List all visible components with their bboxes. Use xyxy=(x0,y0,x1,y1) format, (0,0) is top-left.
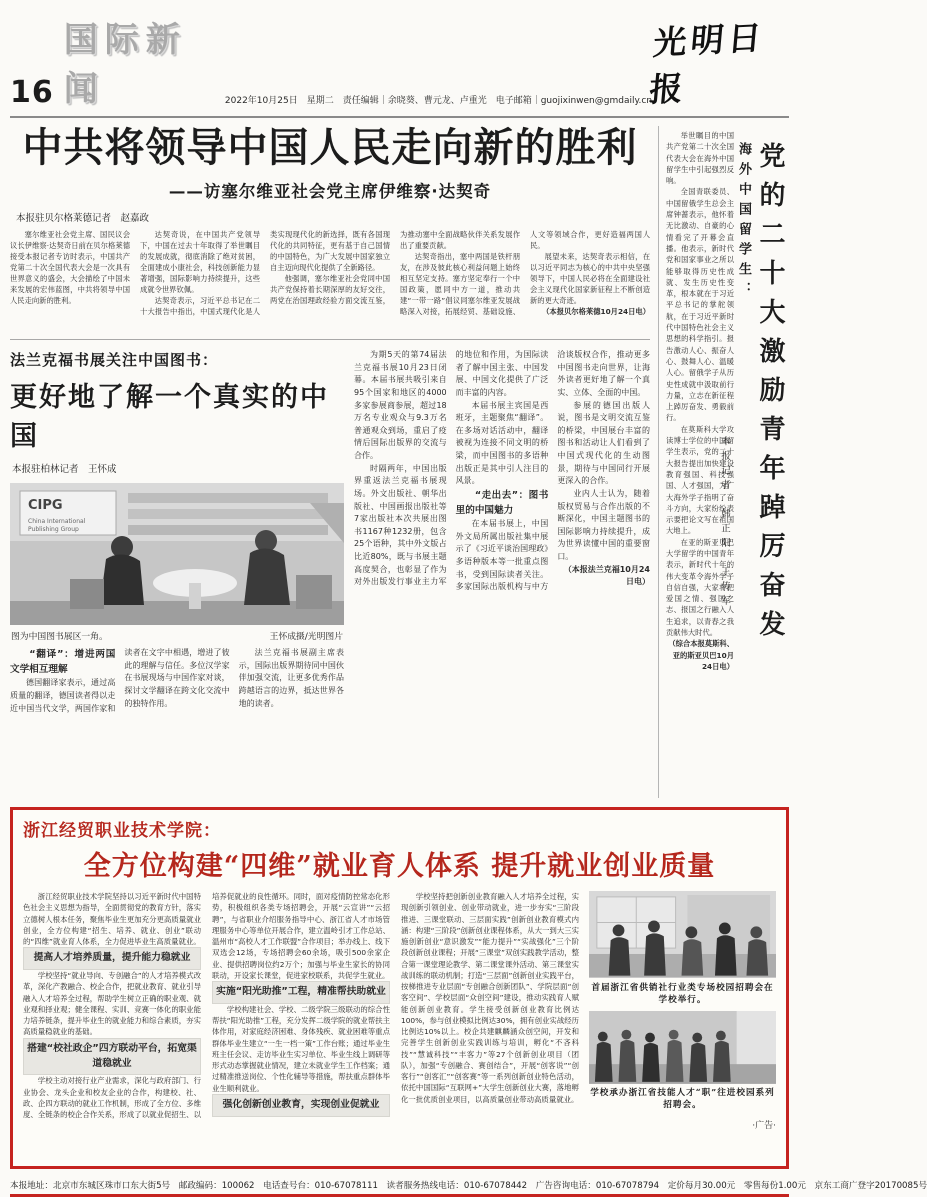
ad-paragraph: 学校坚持把创新创业教育融入人才培养全过程，实现创新引领创业、创业带动就业，进一步夯实“三阶段推进、三课堂联动、三层面实践”创新创业教育模式内涵：构建“三阶段”创新创业课程体系，从大一到大三实施创新创业“意识激发”“能力提升”“实战强化”三个阶段创新创业课程；开展“三课堂”双创实践教学活动，整合第一课堂理论教学、第二课堂课外活动、第三课堂实战训练的联动机制；打造“三层面”创新创业实践平台，按梯推进专业层面“专创融合创新团队”、学院层面“创客空间”、学校层面“众创空间”建设，推动实践育人赋能创新创业教育。学生接受创新创业教育比例达100%，参与创业模拟比例达30%，拥有创业实战经历比例达10%以上。校企共建麒麟涵众创空间，开发和完善学生创新创业实践训练与培训，孵化“不吝科技”“慧诚科技”“丰客力”等27个创新创业项目（团队），加强“专创融合、赛创结合”，开展“创客说”“创客行”“创客汇”“创客赛”等一系列创新创业特色活动，依托中国国际“互联网+”大学生创新创业大赛，落地孵化一批优质创业项目，以高质量创业带动高质量就业。 xyxy=(401,892,579,1104)
section-title: 国际新闻 xyxy=(63,20,187,109)
sidebar-paragraph: 在亚的斯亚贝巴大学留学的中国青年表示，新时代十年的伟大变革令海外学子自信自强，大家将把爱国之情、强国之志、报国之行融入人生追求，以青春之我贡献伟大时代。 xyxy=(666,537,734,638)
ad-photo-campus-recruit xyxy=(589,1011,776,1084)
sidebar-end-dateline: （综合本报莫斯科、亚的斯亚贝巴10月24日电） xyxy=(668,639,734,671)
ad-heading-innovation: 强化创新创业教育，实现创业促就业 xyxy=(212,1094,390,1117)
ad-intro-paragraph: 浙江经贸职业技术学院坚持以习近平新时代中国特色社会主义思想为指导，全面贯彻党的教育方针，落实立德树人根本任务，聚焦毕业生更加充分更高质量就业创业，全方位构建“招生、培养、就业、创业”联动的“四维”就业育人体系，全力促进毕业生高质量就业。 xyxy=(23,892,201,946)
ad-photos-column xyxy=(589,891,776,1163)
sidebar-article xyxy=(658,126,789,798)
book-paragraph: 为期5天的第74届法兰克福书展10月23日闭幕。本届书展共吸引来自95个国家和地区的4000多家参展商参展，超过18万名专业观众与9.3万名普通观众到场，重启了疫情后国际出版界的交流与合作。 xyxy=(354,350,447,460)
lead-paragraph: 他强调，塞尔维亚社会党同中国共产党保持着长期深厚的友好交往，两党在治国理政经验方面交流互鉴，为推动塞中全面战略伙伴关系发展作出了重要贡献。 xyxy=(270,230,520,305)
ad-photo-caption-2: 学校承办浙江省技能人才“职”往进校园系列招聘会。 xyxy=(590,1088,775,1111)
sidebar-paragraph: 在莫斯科大学攻读博士学位的中国留学生表示，党的二十大报告提出加快建设教育强国、科技强国、人才强国，为广大海外学子指明了奋斗方向，大家纷纷表示要把论文写在祖国大地上。 xyxy=(666,424,734,536)
book-subhead-goglobal: “走出去”：图书里的中国魅力 xyxy=(455,489,549,517)
lead-byline: 本报驻贝尔格莱德记者 赵嘉政 xyxy=(16,213,150,224)
book-paragraph: 法兰克福书展副主席表示，国际出版界期待同中国伙伴加强交流，让更多优秀作品跨越语言的边界，抵达世界各地的读者。 xyxy=(238,648,344,708)
photo-credit: 王怀成摄/光明图片 xyxy=(269,632,343,642)
book-paragraph: 德国翻译家表示，通过高质量的翻译，德国读者得以走近中国当代文学，两国作家和读者在文字中相遇，增进了彼此的理解与信任。多位汉学家在书展现场与中国作家对谈，探讨文学翻译在跨文化交流中的独特作用。 xyxy=(10,648,230,713)
lead-paragraph: 达契奇表示，习近平总书记在二十大报告中指出，中国式现代化是人类实现现代化的新选择，既有各国现代化的共同特征，更有基于自己国情的中国特色，为广大发展中国家独立自主迈向现代化提供了全新路径。 xyxy=(140,230,390,316)
lead-paragraph: 达契奇指出，塞中两国是铁杆朋友，在涉及彼此核心利益问题上始终相互坚定支持。塞方坚定奉行一个中国政策，愿同中方一道，推动共建“一带一路”倡议同塞尔维亚发展战略深入对接，拓展经贸、基础设施、人文等领域合作，更好造福两国人民。 xyxy=(400,230,650,316)
ad-headline: 全方位构建“四维”就业育人体系 提升就业创业质量 xyxy=(83,851,716,882)
ad-paragraph: 学校构建社会、学校、二级学院三级联动的综合性帮扶“阳光助推”工程，充分发挥二级学院的就业帮扶主体作用，对家庭经济困难、身体残疾、就业困难等重点群体毕业生建立“一生一档一策”工作台账；通过毕业生班主任会议、走访毕业生实习单位、毕业生线上调研等形式动态掌握就业情况，建立未就业学生工作档案；通过精准推送岗位、个性化辅导等措施，帮扶重点群体毕业生顺利就业。 xyxy=(212,1004,390,1093)
lead-paragraph: 达契奇说，在中国共产党领导下，中国在过去十年取得了举世瞩目的发展成就，彻底消除了绝对贫困，全面建成小康社会，科技创新能力显著增强，国际影响力持续提升，这些成就令世界钦佩。 xyxy=(140,230,260,294)
lead-headline: 中共将领导中国人民走向新的胜利 xyxy=(22,124,638,171)
main-band xyxy=(10,126,789,798)
sidebar-headline: 党的二十大激励青年踔厉奋发 xyxy=(755,142,785,649)
book-fair-photo-image xyxy=(10,483,344,625)
book-paragraph: 在本届书展上，中国外文局所属出版社集中展示了《习近平谈治国理政》多语种版本等一批重点图书，受到国际读者关注。多家国际出版机构与中方洽谈版权合作，推动更多中国图书走向世界，让海外读者更好地了解一个真实、立体、全面的中国。 xyxy=(455,350,650,592)
book-end-dateline: （本报法兰克福10月24日电） xyxy=(563,564,650,587)
photo-caption: 图为中国图书展区一角。 xyxy=(11,632,108,642)
masthead-logo: 光明日报 xyxy=(647,17,767,110)
book-fair-photo xyxy=(10,483,344,642)
ad-heading-platform: 搭建“校社政企”四方联动平台，拓宽渠道稳就业 xyxy=(23,1038,201,1076)
sidebar-kicker: 海外中国留学生： xyxy=(736,142,751,302)
ad-heading-talent: 提高人才培养质量，提升能力稳就业 xyxy=(23,947,201,970)
lead-paragraph: 塞尔维亚社会党主席、国民议会议长伊维察·达契奇日前在贝尔格莱德接受本报记者专访时表示，中国共产党第二十次全国代表大会是一次具有世界意义的盛会，大会描绘了中国未来发展的宏伟蓝图，中共将领导中国人民走向新的胜利。 xyxy=(10,230,130,305)
lead-body-text xyxy=(10,230,650,332)
book-paragraph: 参展的德国出版人说，图书是文明交流互鉴的桥梁，中国展台丰富的图书和活动让人们看到了中国式现代化的生动图景，期待与中国同行开展更深入的合作。 xyxy=(557,400,650,486)
page-header xyxy=(10,12,789,118)
book-paragraph: 业内人士认为，随着版权贸易与合作出版的不断深化，中国主题图书的国际影响力持续提升，成为世界读懂中国的重要窗口。 xyxy=(557,488,650,561)
advertisement-section xyxy=(10,807,789,1169)
sidebar-byline: 本报记者 韩正阳 王传军 xyxy=(719,436,730,610)
ad-heading-sunshine: 实施“阳光助推”工程，精准帮扶助就业 xyxy=(212,981,390,1004)
sidebar-paragraph: 全国青联委员、中国留俄学生总会主席钟蔷表示，他怀着无比激动、自豪的心情看完了开幕会直播。他表示，新时代党和国家事业之所以能够取得历史性成就、发生历史性变革，根本就在于习近平总书记的掌舵领航，在于习近平新时代中国特色社会主义思想的科学指引。报告激动人心、振奋人心、鼓舞人心、温暖人心。留俄学子从历史性成就中汲取前行力量，立志在新征程上踔厉奋发、勇毅前行。 xyxy=(666,187,734,423)
book-body-below-photo xyxy=(10,647,344,839)
book-article-left xyxy=(10,349,344,797)
lead-article xyxy=(10,126,650,332)
svg-text:Publishing Group: Publishing Group xyxy=(28,526,79,533)
book-paragraph: 时隔两年，中国出版界重返法兰克福书展现场。外文出版社、朝华出版社、中国画报出版社等7家出版社本次共展出图书1167种1232册，包含25个语种，其中外文版占比近80%，既与书展主题高度契合，也彰显了作为对外出版发行事业主力军的地位和作用，为国际读者了解中国主张、中国发展、中国文化提供了广泛而丰富的内容。 xyxy=(354,350,549,587)
ad-kicker: 浙江经贸职业技术学院： xyxy=(23,821,221,841)
book-subhead-translate: “翻译”：增进两国文学相互理解 xyxy=(10,649,116,676)
lead-subhead: ——访塞尔维亚社会党主席伊维察·达契奇 xyxy=(168,182,492,201)
book-body-right xyxy=(354,349,650,797)
book-byline: 本报驻柏林记者 王怀成 xyxy=(12,464,117,475)
ad-photo-job-fair xyxy=(589,891,776,978)
svg-text:China International: China International xyxy=(28,518,86,525)
ad-body-text xyxy=(23,891,579,1163)
ad-paragraph: 学校坚持“就业导向、专创融合”的人才培养模式改革，深化产教融合、校企合作，把就业教育、就业引导融入人才培养全过程，帮助学生树立正确的职业观、就业观和择业观；健全课程、实训、竞赛一体化的职业能力培养链条，提升毕业生的就业能力和综合素质，夯实高质量稳就业的基础。 xyxy=(23,971,201,1037)
lead-paragraph: 展望未来，达契奇表示相信，在以习近平同志为核心的中共中央坚强领导下，中国人民必将在全面建设社会主义现代化国家新征程上不断创造新的更大奇迹。 xyxy=(530,251,650,305)
ad-paragraph: 学校主动对接行业产业需求，深化与政府部门、行业协会、龙头企业和校友企业的合作，构建校、社、政、企四方联动的就业工作机制，形成了全方位、多维度、全链条的校企合作关系，形成了以就业促招生、以培养促就业的良性循环。同时，面对疫情防控常态化形势，积极组织各类专场招聘会，开展“云宣讲”“云招聘”，与省职业介绍服务指导中心、浙江省人才市场管理服务中心等单位开展合作，建立温岭引才工作总站、温州市“高校人才工作联盟”合作项目；举办线上、线下双选会12场，专场招聘会60余场，吸引500余家企业、提供招聘岗位约2万个；加强与毕业生家长的协同联动，开设家长课堂，促进家校联系，共促学生就业。 xyxy=(23,892,390,1120)
book-headline: 更好地了解一个真实的中国 xyxy=(10,382,329,452)
ad-body xyxy=(23,891,776,1163)
svg-text:CIPG: CIPG xyxy=(28,498,63,513)
edition-dateline: 2022年10月25日 星期二 责任编辑｜余晓葵、曹元龙、卢重光 电子邮箱｜guojixinwen@gmdaily.cn xyxy=(224,96,653,106)
sidebar-paragraph: 举世瞩目的中国共产党第二十次全国代表大会在海外中国留学生中引起强烈反响。 xyxy=(666,131,734,186)
book-kicker: 法兰克福书展关注中国图书： xyxy=(10,351,219,369)
lead-end-dateline: （本报贝尔格莱德10月24日电） xyxy=(542,306,650,316)
book-photo-caption-row xyxy=(11,629,343,642)
book-paragraph: 本届书展主宾国是西班牙，主题聚焦“翻译”。在多场对话活动中，翻译被视为连接不同文明的桥梁，而中国图书的多语种出版正是其中引人注目的风景。 xyxy=(455,400,549,486)
ad-mark-label: ·广告· xyxy=(752,1121,776,1132)
page-number: 16 xyxy=(10,75,54,110)
page-footer: 本报地址：北京市东城区珠市口东大街5号 邮政编码：100062 电话查号台：010-67078111 读者服务热线电话：010-67078442 广告咨询电话：010-67078794 定价每月30.00元 零售每份1.00元 京东工商广登字20170085号 xyxy=(10,1175,789,1197)
main-articles-column xyxy=(10,126,650,798)
ad-photo-caption-1: 首届浙江省供销社行业类专场校园招聘会在学校举行。 xyxy=(591,982,774,1005)
book-article xyxy=(10,339,650,797)
